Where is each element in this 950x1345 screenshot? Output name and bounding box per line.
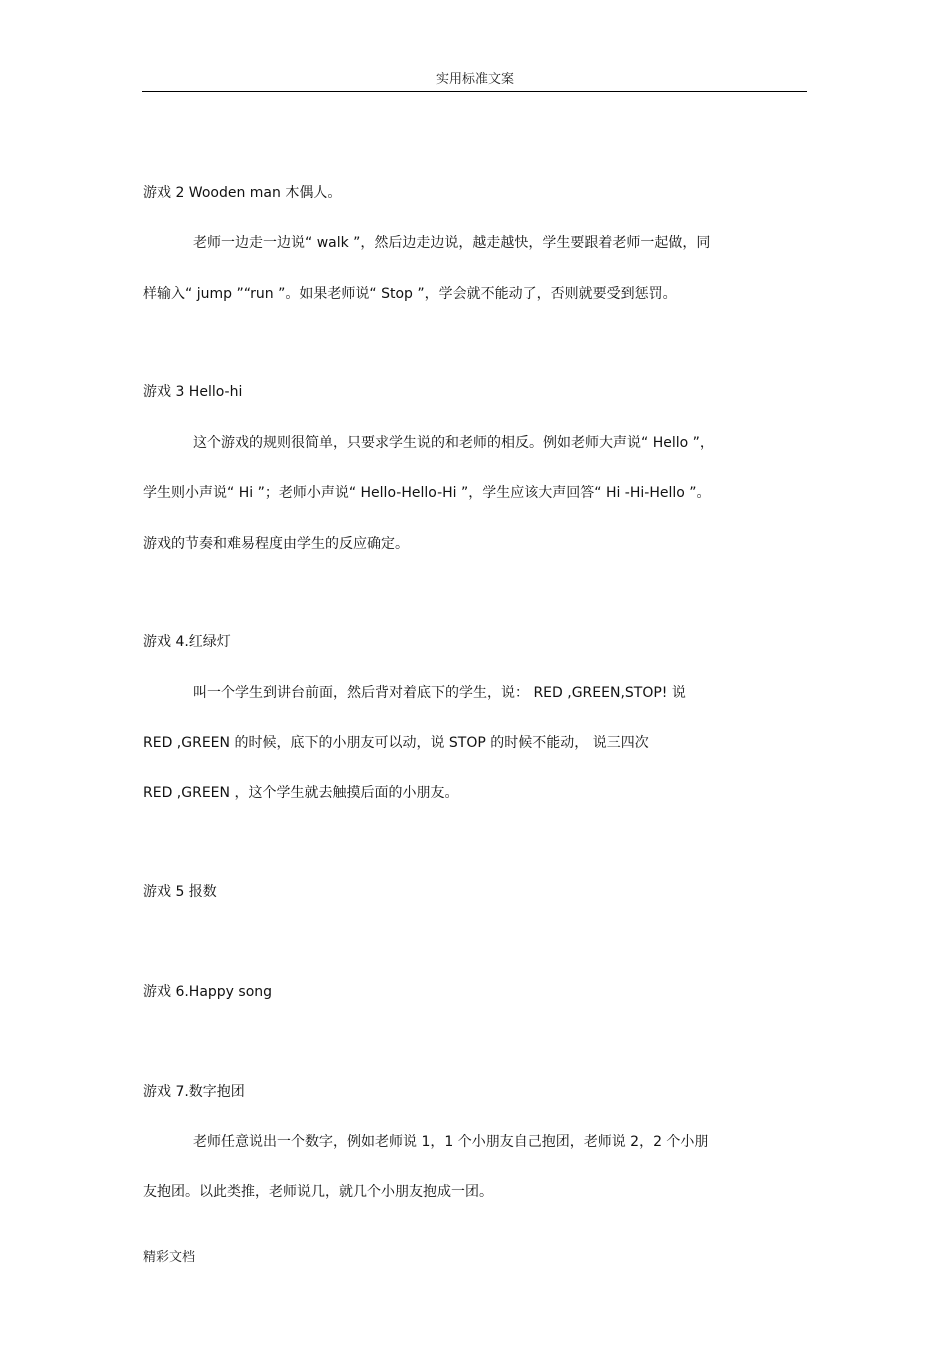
paragraph-line: RED ,GREEN 的时候，底下的小朋友可以动，说 STOP 的时候不能动， 说三四次 [143,735,649,751]
paragraph-line: 友抱团。以此类推，老师说几，就几个小朋友抱成一团。 [143,1184,493,1200]
section-heading-game-6: 游戏 6.Happy song [143,984,273,1000]
section-heading-game-3: 游戏 3 Hello-hi [143,384,243,400]
section-heading-game-4: 游戏 4.红绿灯 [143,634,231,650]
section-heading-game-5: 游戏 5 报数 [143,884,217,900]
paragraph-line: 这个游戏的规则很简单，只要求学生说的和老师的相反。例如老师大声说“ Hello ”， [193,435,714,451]
header-divider [142,91,807,92]
paragraph-line: 游戏的节奏和难易程度由学生的反应确定。 [143,536,409,552]
page-footer-text: 精彩文档 [143,1250,196,1265]
page-header-title: 实用标准文案 [435,72,514,87]
section-heading-game-7: 游戏 7.数字抱团 [143,1084,245,1100]
section-heading-game-2: 游戏 2 Wooden man 木偶人。 [143,185,342,201]
paragraph-line: 老师任意说出一个数字，例如老师说 1，1 个小朋友自己抱团，老师说 2，2 个小朋 [193,1134,709,1150]
paragraph-line: RED ,GREEN ，这个学生就去触摸后面的小朋友。 [143,785,459,801]
paragraph-line: 样输入“ jump ”“run ”。如果老师说“ Stop ”，学会就不能动了，否则就要受到惩罚。 [143,286,677,302]
paragraph-line: 叫一个学生到讲台前面，然后背对着底下的学生，说： RED ,GREEN,STOP! 说 [193,685,686,701]
paragraph-line: 学生则小声说“ Hi ”；老师小声说“ Hello-Hello-Hi ”，学生应该大声回答“ Hi -Hi-Hello ”。 [143,485,711,501]
paragraph-line: 老师一边走一边说“ walk ”，然后边走边说，越走越快，学生要跟着老师一起做，同 [193,235,711,251]
